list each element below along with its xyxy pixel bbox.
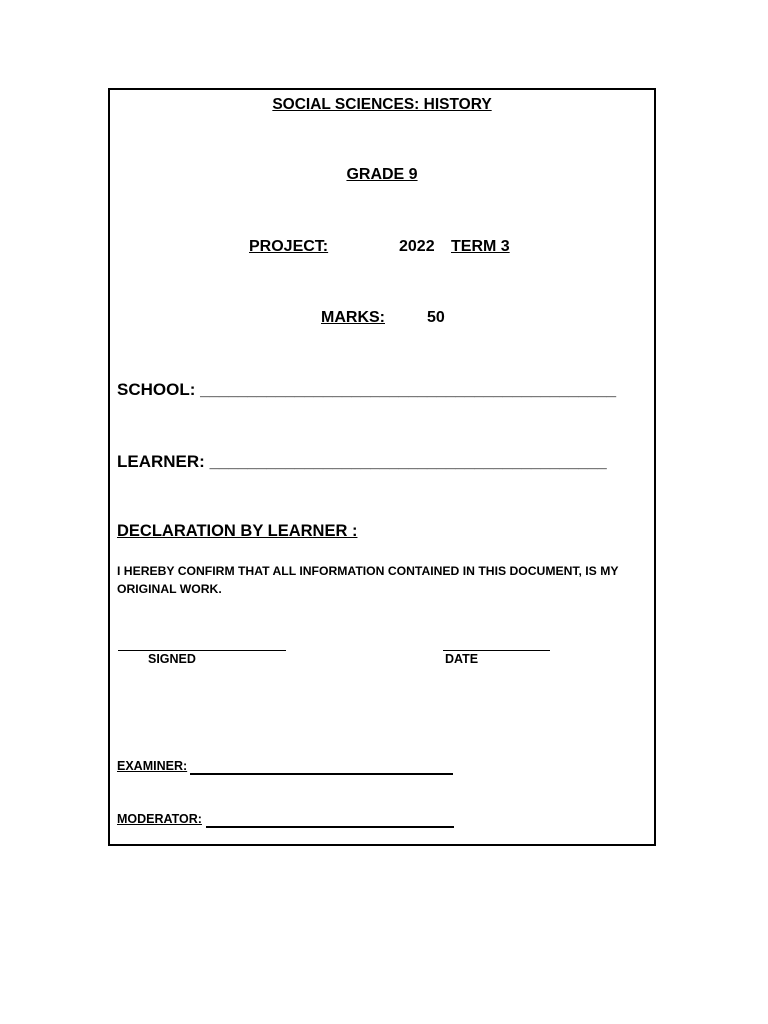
grade-title: GRADE 9	[346, 166, 418, 183]
examiner-line[interactable]	[190, 773, 453, 775]
moderator-line[interactable]	[206, 826, 454, 828]
school-label: SCHOOL:	[117, 380, 196, 399]
declaration-title: DECLARATION BY LEARNER :	[117, 522, 358, 540]
examiner-label: EXAMINER:	[117, 759, 188, 773]
date-label: DATE	[445, 652, 479, 666]
school-field	[117, 380, 616, 400]
learner-input-line[interactable]: __________________________________________	[209, 452, 607, 471]
project-term: TERM 3	[451, 238, 510, 255]
subject-title: SOCIAL SCIENCES: HISTORY	[272, 96, 492, 113]
examiner-field	[117, 759, 187, 773]
date-line[interactable]	[443, 650, 550, 651]
signed-label: SIGNED	[148, 652, 196, 666]
moderator-label: MODERATOR:	[117, 812, 202, 826]
learner-label: LEARNER:	[117, 452, 205, 471]
school-input-line[interactable]: ____________________________________________	[200, 380, 617, 399]
learner-field	[117, 452, 607, 472]
moderator-field	[117, 812, 202, 826]
project-year: 2022	[399, 238, 435, 255]
project-label: PROJECT:	[249, 238, 329, 255]
marks-label: MARKS:	[321, 309, 385, 326]
cover-page-frame	[108, 88, 656, 846]
marks-value: 50	[427, 309, 445, 326]
declaration-text: I HEREBY CONFIRM THAT ALL INFORMATION CONTAINED IN THIS DOCUMENT, IS MY ORIGINAL WORK.	[117, 564, 619, 596]
signature-line[interactable]	[118, 650, 286, 651]
